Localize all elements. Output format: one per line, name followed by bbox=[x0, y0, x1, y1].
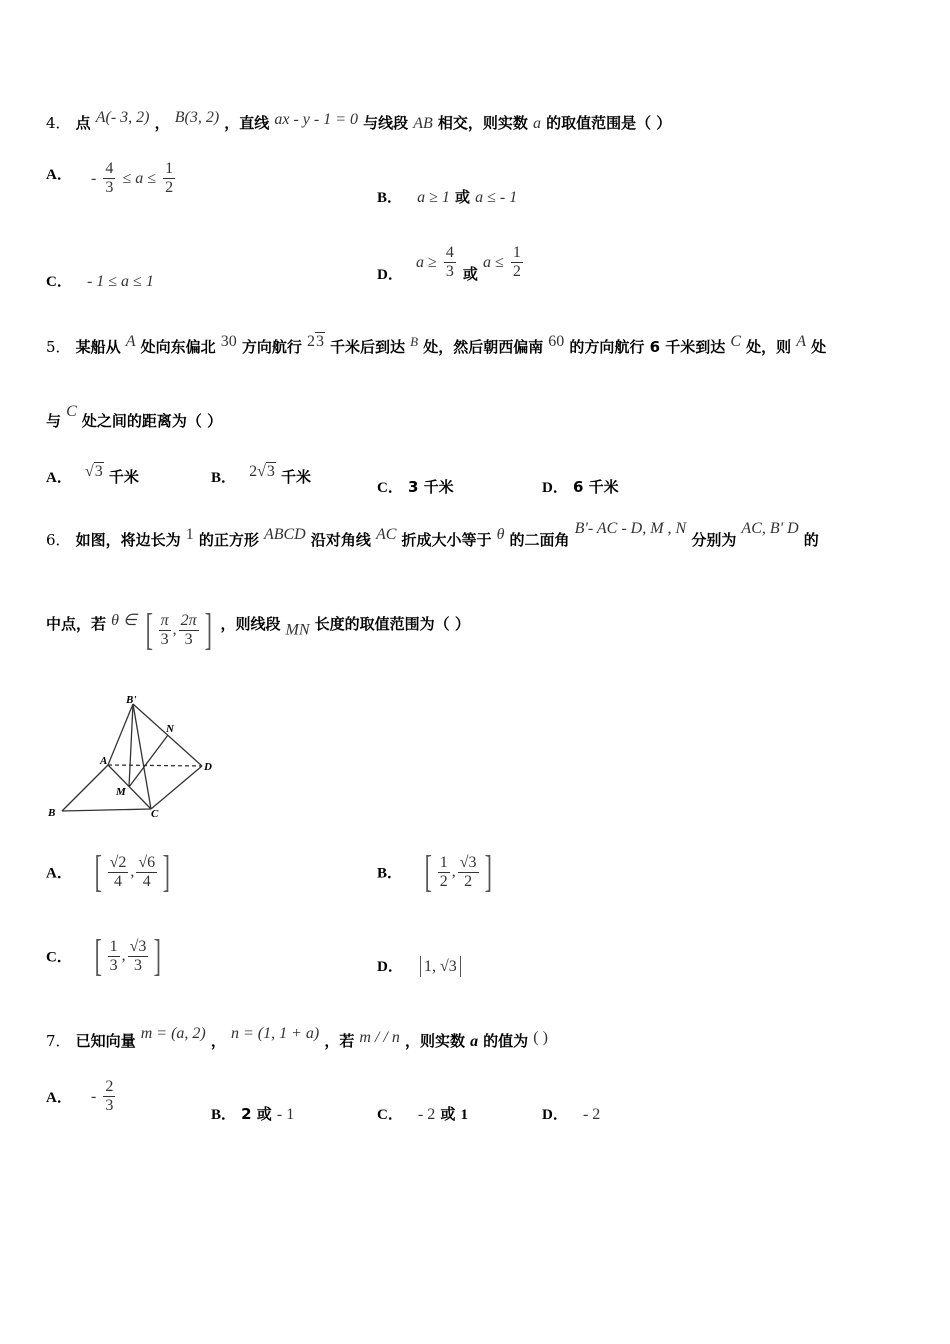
q7-option-c[interactable]: C． - 2 或 1 bbox=[377, 1105, 468, 1123]
label-b: B bbox=[48, 807, 56, 819]
edge-b-c bbox=[62, 809, 151, 811]
q6-option-d[interactable]: D． 1, √3 bbox=[377, 955, 461, 976]
fraction: $\frac{1}{2}$ bbox=[165, 160, 174, 196]
q7-option-d[interactable]: D． - 2 bbox=[542, 1106, 601, 1123]
q6-number: 6． bbox=[46, 531, 71, 549]
q7-number: 7． bbox=[46, 1032, 71, 1050]
q5-stem-line2: 与 C 处之间的距离为（ ） bbox=[46, 403, 223, 430]
q5-option-b[interactable]: B． 2√3 千米 bbox=[211, 463, 311, 486]
edge-m-n bbox=[129, 735, 168, 787]
q5-stem-line1: 5． 某船从 A 处向东偏北 30 方向航行 23 千米后到达 $^B$ 处，然后朝西偏南 60 的方向航行 6 千米到达 C 处，则 A 处 bbox=[46, 333, 827, 356]
label-d: D bbox=[204, 761, 212, 773]
edge-bp-m bbox=[129, 704, 133, 787]
q6-option-b[interactable]: B． [ $\frac{1}{2}$ , $\frac{√3}{2}$ ] bbox=[377, 847, 492, 896]
q4-option-c[interactable]: C． - 1 ≤ a ≤ 1 bbox=[46, 273, 154, 290]
point-b: B(3, 2) bbox=[174, 109, 220, 126]
q5-option-c[interactable]: C． 3 千米 bbox=[377, 478, 454, 496]
q7-stem: 7． 已知向量 m = (a, 2) ， n = (1, 1 + a) ，若 m / / n ，则实数 a 的值为 ( ) bbox=[46, 1025, 548, 1050]
q4-number: 4． bbox=[46, 114, 71, 132]
fraction: $\frac{1}{2}$ bbox=[512, 244, 521, 280]
point-a: A(- 3, 2) bbox=[95, 109, 150, 126]
line-equation: ax - y - 1 = 0 bbox=[274, 111, 359, 128]
edge-a-d-dashed bbox=[108, 765, 202, 766]
edge-c-d bbox=[151, 766, 202, 809]
q6-figure bbox=[40, 690, 230, 825]
edge-bp-a bbox=[108, 704, 133, 765]
label-n: N bbox=[166, 723, 174, 735]
q6-stem-line1: 6． 如图，将边长为 1 的正方形 ABCD 沿对角线 AC 折成大小等于 θ 的二面角 B'- AC - D, M , N 分别为 AC, B' D 的 bbox=[46, 520, 819, 549]
label-bp: B' bbox=[126, 694, 137, 706]
label-m: M bbox=[116, 786, 126, 798]
q6-stem-line2: 中点，若 θ ∈ [ $\frac{\pi}{3}$ , $\frac{2\pi}{3}$ ] ，则线段 MN 长度的取值范围为（ ） bbox=[46, 605, 470, 654]
label-a: A bbox=[100, 755, 108, 767]
interval: [ $\frac{\pi}{3}$ , $\frac{2\pi}{3}$ ] bbox=[145, 605, 212, 654]
q4-option-d[interactable]: D． a ≥ $\frac{4}{3}$ 或 a ≤ $\frac{1}{2}$ bbox=[377, 244, 521, 283]
q6-option-a[interactable]: A． [ $\frac{√2}{4}$ , $\frac{√6}{4}$ ] bbox=[46, 847, 171, 896]
edge-b-a bbox=[62, 765, 108, 811]
q4-option-a[interactable]: A． - $\frac{4}{3}$ ≤ a ≤ $\frac{1}{2}$ bbox=[46, 160, 174, 196]
q7-option-b[interactable]: B． 2 或 - 1 bbox=[211, 1105, 295, 1123]
q5-option-d[interactable]: D． 6 千米 bbox=[542, 478, 619, 496]
q5-option-a[interactable]: A． √3 千米 bbox=[46, 463, 139, 486]
q4-option-b[interactable]: B． a ≥ 1 或 a ≤ - 1 bbox=[377, 188, 518, 206]
q4-stem: 4． 点 A(- 3, 2) ， B(3, 2) ，直线 ax - y - 1 = 0 与线段 AB 相交，则实数 a 的取值范围是（ ） bbox=[46, 109, 672, 132]
q6-option-c[interactable]: C． [ $\frac{1}{3}$ , $\frac{√3}{3}$ ] bbox=[46, 931, 162, 980]
fraction: $\frac{4}{3}$ bbox=[105, 160, 114, 196]
fraction: $\frac{2}{3}$ bbox=[105, 1078, 114, 1114]
fraction: $\frac{4}{3}$ bbox=[445, 244, 454, 280]
label-c: C bbox=[151, 808, 159, 820]
q7-option-a[interactable]: A． - $\frac{2}{3}$ bbox=[46, 1078, 114, 1114]
q5-number: 5． bbox=[46, 338, 71, 356]
